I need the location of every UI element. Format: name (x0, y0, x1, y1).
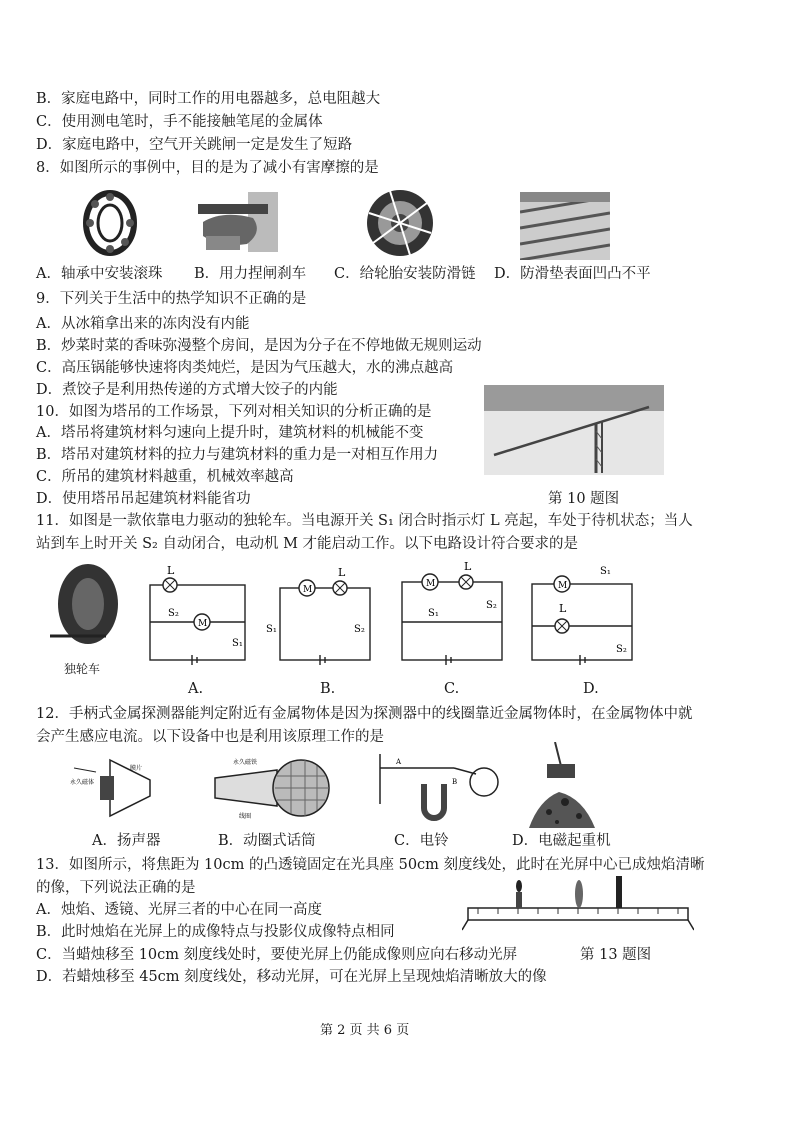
q10-caption: 第 10 题图 (548, 491, 620, 507)
circuit-b-lamp-label: L (338, 566, 346, 579)
circuit-d-lamp-label: L (559, 602, 567, 615)
loudspeaker-magnet-label: 永久磁体 (70, 779, 95, 786)
tower-crane-image (484, 385, 664, 475)
circuit-d-lamp (555, 619, 569, 633)
loudspeaker-cone-label: 膜片 (130, 765, 143, 772)
circuit-d-s1-label: S₁ (600, 566, 611, 577)
anti-slip-mat-image (520, 192, 610, 260)
bell-a-label: A (396, 758, 402, 766)
circuit-b-s2-label: S₂ (354, 624, 365, 635)
q9-option-d: D．煮饺子是利用热传递的方式增大饺子的内能 (36, 382, 338, 398)
circuit-c-label: C. (444, 681, 460, 697)
circuit-a-label: A. (188, 681, 204, 697)
circuit-c-lamp (459, 575, 473, 589)
q7-option-d: D．家庭电路中，空气开关跳闸一定是发生了短路 (36, 137, 353, 153)
circuit-a-s1-label: S₁ (232, 638, 243, 649)
q13-option-c: C．当蜡烛移至 10cm 刻度线处时，要使光屏上仍能成像则应向右移动光屏 (36, 947, 518, 963)
q10-option-b: B．塔吊对建筑材料的拉力与建筑材料的重力是一对相互作用力 (36, 447, 439, 463)
lens-icon (575, 880, 583, 908)
bell-b-label: B (452, 778, 458, 786)
q12-option-c: C．电铃 (394, 833, 449, 849)
q11-stem-line2: 站到车上时开关 S₂ 自动闭合，电动机 M 才能启动工作。以下电路设计符合要求的是 (36, 536, 579, 552)
q13-option-d: D．若蜡烛移至 45cm 刻度线处，移动光屏，可在光屏上呈现烛焰清晰放大的像 (36, 969, 547, 985)
q12-option-d: D．电磁起重机 (512, 833, 611, 849)
microphone-coil-label: 线圈 (239, 813, 252, 820)
q10-stem: 10．如图为塔吊的工作场景，下列对相关知识的分析正确的是 (36, 404, 432, 420)
q9-stem: 9．下列关于生活中的热学知识不正确的是 (36, 291, 307, 307)
circuit-c-s2-label: S₂ (486, 600, 497, 611)
circuit-a-lamp-label: L (167, 564, 175, 577)
q13-option-a: A．烛焰、透镜、光屏三者的中心在同一高度 (36, 902, 322, 918)
circuit-a-s2-label: S₂ (168, 608, 179, 619)
q7-option-c: C．使用测电笔时，手不能接触笔尾的金属体 (36, 114, 323, 130)
circuit-c-lamp-label: L (464, 560, 472, 573)
optical-bench-image (462, 874, 694, 932)
q9-option-c: C．高压锅能够快速将肉类炖烂，是因为气压越大，水的沸点越高 (36, 360, 454, 376)
snow-chain-tire-image (365, 188, 435, 258)
q13-stem-line2: 的像，下列说法正确的是 (36, 880, 196, 896)
bearing-image (80, 188, 140, 258)
circuit-b-motor-label: M (303, 585, 313, 595)
microphone-magnet-label: 永久磁铁 (233, 759, 258, 766)
q11-stem-line1: 11．如图是一款依靠电力驱动的独轮车。当电源开关 S₁ 闭合时指示灯 L 亮起，车处于待机状态；当人 (36, 513, 693, 529)
circuit-d-motor-label: M (558, 581, 568, 591)
circuit-c (402, 582, 502, 660)
q12-stem-line1: 12．手柄式金属探测器能判定附近有金属物体是因为探测器中的线圈靠近金属物体时，在金属物体中就 (36, 706, 693, 722)
unicycle-caption: 独轮车 (64, 662, 101, 676)
q12-option-b: B．动圈式话筒 (218, 833, 316, 849)
q8-option-a: A．轴承中安装滚珠 (36, 266, 163, 282)
candle-icon (516, 880, 522, 908)
q10-option-c: C．所吊的建筑材料越重，机械效率越高 (36, 469, 294, 485)
circuit-b-label: B. (320, 681, 336, 697)
unicycle-image (46, 560, 126, 660)
q13-option-b: B．此时烛焰在光屏上的成像特点与投影仪成像特点相同 (36, 924, 395, 940)
circuit-a-motor-label: M (198, 619, 208, 629)
q10-option-a: A．塔吊将建筑材料匀速向上提升时，建筑材料的机械能不变 (36, 425, 424, 441)
electric-bell-image (372, 748, 507, 828)
page-footer: 第 2 页 共 6 页 (320, 1023, 410, 1038)
loudspeaker-image (70, 752, 160, 824)
q9-option-a: A．从冰箱拿出来的冻肉没有内能 (36, 316, 250, 332)
circuit-c-s1-label: S₁ (428, 608, 439, 619)
q8-stem: 8．如图所示的事例中，目的是为了减小有害摩擦的是 (36, 160, 379, 176)
q10-option-d: D．使用塔吊吊起建筑材料能省功 (36, 491, 251, 507)
q8-option-d: D．防滑垫表面凹凸不平 (494, 266, 651, 282)
electromagnetic-crane-image (525, 742, 605, 828)
circuit-diagrams (140, 560, 660, 670)
q13-caption: 第 13 题图 (580, 947, 652, 963)
circuit-b-s1-label: S₁ (266, 624, 277, 635)
q9-option-b: B．炒菜时菜的香味弥漫整个房间，是因为分子在不停地做无规则运动 (36, 338, 482, 354)
circuit-d-s2-label: S₂ (616, 644, 627, 655)
circuit-d-label: D. (583, 681, 599, 697)
q12-option-a: A．扬声器 (92, 833, 161, 849)
q7-option-b: B．家庭电路中，同时工作的用电器越多，总电阻越大 (36, 91, 381, 107)
q13-stem-line1: 13．如图所示，将焦距为 10cm 的凸透镜固定在光具座 50cm 刻度线处，此时在光屏中心已成烛焰清晰 (36, 857, 705, 873)
circuit-c-motor-label: M (426, 579, 436, 589)
q8-option-c: C．给轮胎安装防滑链 (334, 266, 476, 282)
brake-image (198, 192, 288, 252)
q8-option-b: B．用力捏闸刹车 (194, 266, 307, 282)
circuit-a-lamp (163, 578, 177, 592)
dynamic-microphone-image (205, 752, 340, 824)
circuit-b-lamp (333, 581, 347, 595)
screen-icon (616, 876, 622, 908)
q12-stem-line2: 会产生感应电流。以下设备中也是利用该原理工作的是 (36, 729, 384, 745)
